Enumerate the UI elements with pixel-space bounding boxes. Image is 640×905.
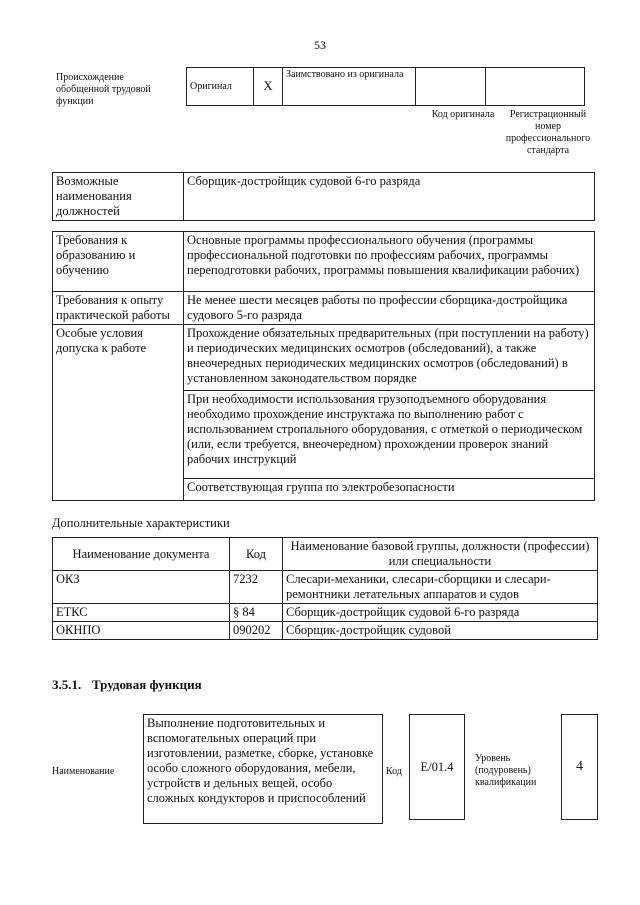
special-value-3: Соответствующая группа по электробезопасности [184, 479, 595, 501]
special-label: Особые условия допуска к работе [53, 325, 184, 501]
table-row [53, 622, 598, 640]
origin-table [186, 67, 585, 106]
education-label: Требования к образованию и обучению [53, 232, 184, 292]
experience-label: Требования к опыту практической работы [53, 292, 184, 325]
table-row [53, 604, 598, 622]
function-level-value: 4 [576, 759, 583, 774]
row-doc: ЕТКС [53, 604, 230, 622]
function-code-box [409, 714, 465, 820]
section-number: 3.5.1. [52, 677, 82, 692]
function-code-label: Код [386, 766, 402, 777]
row-name: Слесари-механики, слесари-сборщики и слесари-ремонтники летательных аппаратов и судов [283, 571, 598, 604]
row-code: 090202 [230, 622, 283, 640]
page-number: 53 [314, 38, 326, 52]
special-value-1: Прохождение обязательных предварительных (при поступлении на работу) и периодических медицинских осмотров (обследований), а также внеочередных периодических медицинских осмотров (обследований) в установленном законодательством порядке [184, 325, 595, 391]
original-label: Оригинал [187, 68, 254, 106]
row-code: § 84 [230, 604, 283, 622]
function-name-box [143, 714, 383, 824]
original-mark: X [254, 68, 283, 106]
row-name: Сборщик-достройщик судовой 6-го разряда [283, 604, 598, 622]
additional-table [52, 537, 598, 640]
original-code-cell [416, 68, 486, 106]
row-name: Сборщик-достройщик судовой [283, 622, 598, 640]
education-value: Основные программы профессионального обучения (программы профессиональной подготовки по профессиям рабочих, программы переподготовки рабочих, программы повышения квалификации рабочих) [184, 232, 595, 292]
row-doc: ОКЗ [53, 571, 230, 604]
special-value-2: При необходимости использования грузоподъемного оборудования необходимо прохождение инструктажа по выполнению работ с использованием стропального оборудования, с отметкой о периодическом (или, если требуется, внеочередном) прохождении проверок знаний рабочих инструкций [184, 391, 595, 479]
borrowed-label: Заимствовано из оригинала [283, 68, 416, 106]
reg-number-cell [486, 68, 585, 106]
experience-value: Не менее шести месяцев работы по профессии сборщика-достройщика судового 5-го разряда [184, 292, 595, 325]
row-code: 7232 [230, 571, 283, 604]
function-name-value: Выполнение подготовительных и вспомогательных операций при изготовлении, разметке, сборке, установке особо сложного оборудования, мебели, устройств и дельных вещей, особо сложных кондукторов и приспособлений [147, 716, 374, 805]
code-caption: Код оригинала [431, 109, 495, 120]
function-level-box [561, 714, 598, 820]
table-row [53, 571, 598, 604]
reg-caption: Регистрационный номер профессионального стандарта [505, 109, 591, 156]
requirements-table [52, 231, 595, 501]
job-titles-label: Возможные наименования должностей [53, 173, 184, 221]
additional-title: Дополнительные характеристики [52, 516, 230, 530]
row-doc: ОКНПО [53, 622, 230, 640]
header-group-name: Наименование базовой группы, должности (профессии) или специальности [283, 538, 598, 571]
function-level-label: Уровень (подуровень) квалификации [475, 753, 537, 788]
job-titles-table [52, 172, 595, 221]
function-code-value: E/01.4 [420, 759, 454, 774]
section-title: Трудовая функция [92, 677, 202, 692]
job-titles-value: Сборщик-достройщик судовой 6-го разряда [184, 173, 595, 221]
origin-label: Происхождение обобщенной трудовой функции [56, 72, 151, 107]
function-name-label: Наименование [52, 766, 115, 777]
header-document: Наименование документа [53, 538, 230, 571]
header-code: Код [230, 538, 283, 571]
